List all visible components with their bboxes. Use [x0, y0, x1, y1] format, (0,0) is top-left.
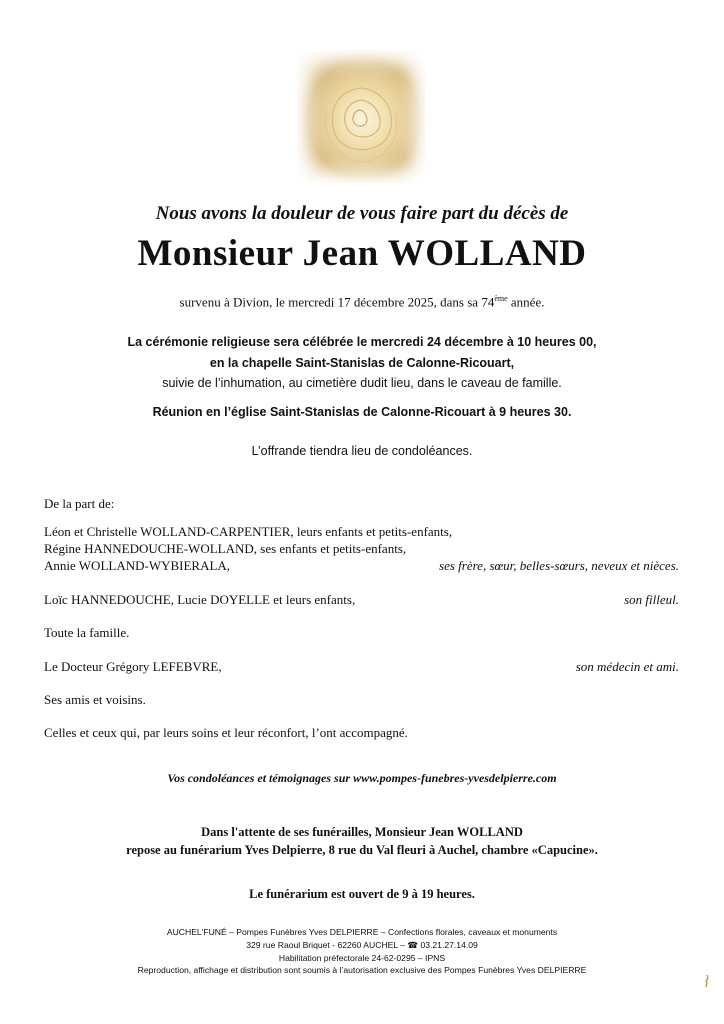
- family-line-3: Annie WOLLAND-WYBIERALA,: [44, 558, 231, 573]
- family-line-4: Loïc HANNEDOUCHE, Lucie DOYELLE et leurs enfants,: [44, 592, 356, 607]
- ceremony-line-2: en la chapelle Saint-Stanislas de Calonne-Ricouart,: [209, 356, 515, 370]
- family-line-6: Le Docteur Grégory LEFEBVRE,: [44, 659, 222, 674]
- from-label: De la part de:: [44, 496, 115, 511]
- death-details: [0, 294, 724, 310]
- family-line-5: Toute la famille.: [44, 625, 130, 640]
- family-line-8: Celles et ceux qui, par leurs soins et leur réconfort, l’ont accompagné.: [44, 725, 408, 740]
- funerarium-line-2: repose au funérarium Yves Delpierre, 8 rue du Val fleuri à Auchel, chambre «Capucine».: [126, 843, 598, 857]
- footer-line-4: Reproduction, affichage et distribution sont soumis à l’autorisation exclusive des Pompes Funèbres Yves DELPIERRE: [137, 965, 587, 975]
- footer-line-3: Habilitation préfectorale 24-62-0295 – IPNS: [278, 953, 446, 963]
- funerarium-line-1: Dans l'attente de ses funérailles, Monsieur Jean WOLLAND: [201, 825, 523, 839]
- deceased-name: Monsieur Jean WOLLAND: [137, 233, 587, 274]
- family-role-3: son médecin et ami.: [575, 659, 679, 674]
- rose-petals-drawing: [297, 50, 425, 183]
- ceremony-line-3: suivie de l’inhumation, au cimetière dudit lieu, dans le caveau de famille.: [162, 376, 562, 390]
- scan-mark: [704, 974, 710, 988]
- family-line-2: Régine HANNEDOUCHE-WOLLAND, ses enfants et petits-enfants,: [44, 541, 407, 556]
- family-line-1: Léon et Christelle WOLLAND-CARPENTIER, leurs enfants et petits-enfants,: [44, 524, 453, 539]
- death-details-text: survenu à Divion, le mercredi 17 décembre 2025, dans sa 74: [179, 294, 495, 310]
- offrande-line: L’offrande tiendra lieu de condoléances.: [251, 444, 473, 458]
- funerarium-hours: Le funérarium est ouvert de 9 à 19 heures.: [249, 887, 475, 901]
- family-role-1: ses frère, sœur, belles-sœurs, neveux et nièces.: [439, 558, 679, 573]
- footer-line-2: 329 rue Raoul Briquet - 62260 AUCHEL – ☎ 03.21.27.14.09: [246, 940, 478, 950]
- family-role-2: son filleul.: [624, 592, 679, 607]
- family-line-7: Ses amis et voisins.: [44, 692, 146, 707]
- reunion-line: Réunion en l’église Saint-Stanislas de Calonne-Ricouart à 9 heures 30.: [152, 405, 572, 419]
- death-details-end: année.: [507, 294, 545, 310]
- footer-line-1: AUCHEL'FUNÉ – Pompes Funèbres Yves DELPIERRE – Confections florales, caveaux et monuments: [166, 927, 558, 937]
- ceremony-line-1: La cérémonie religieuse sera célébrée le mercredi 24 décembre à 10 heures 00,: [127, 335, 597, 349]
- website-line: Vos condoléances et témoignages sur www.pompes-funebres-yvesdelpierre.com: [167, 771, 557, 785]
- rose-image: [297, 50, 425, 183]
- intro-line: Nous avons la douleur de vous faire part du décès de: [155, 203, 569, 224]
- ordinal-suffix: ème: [494, 294, 508, 303]
